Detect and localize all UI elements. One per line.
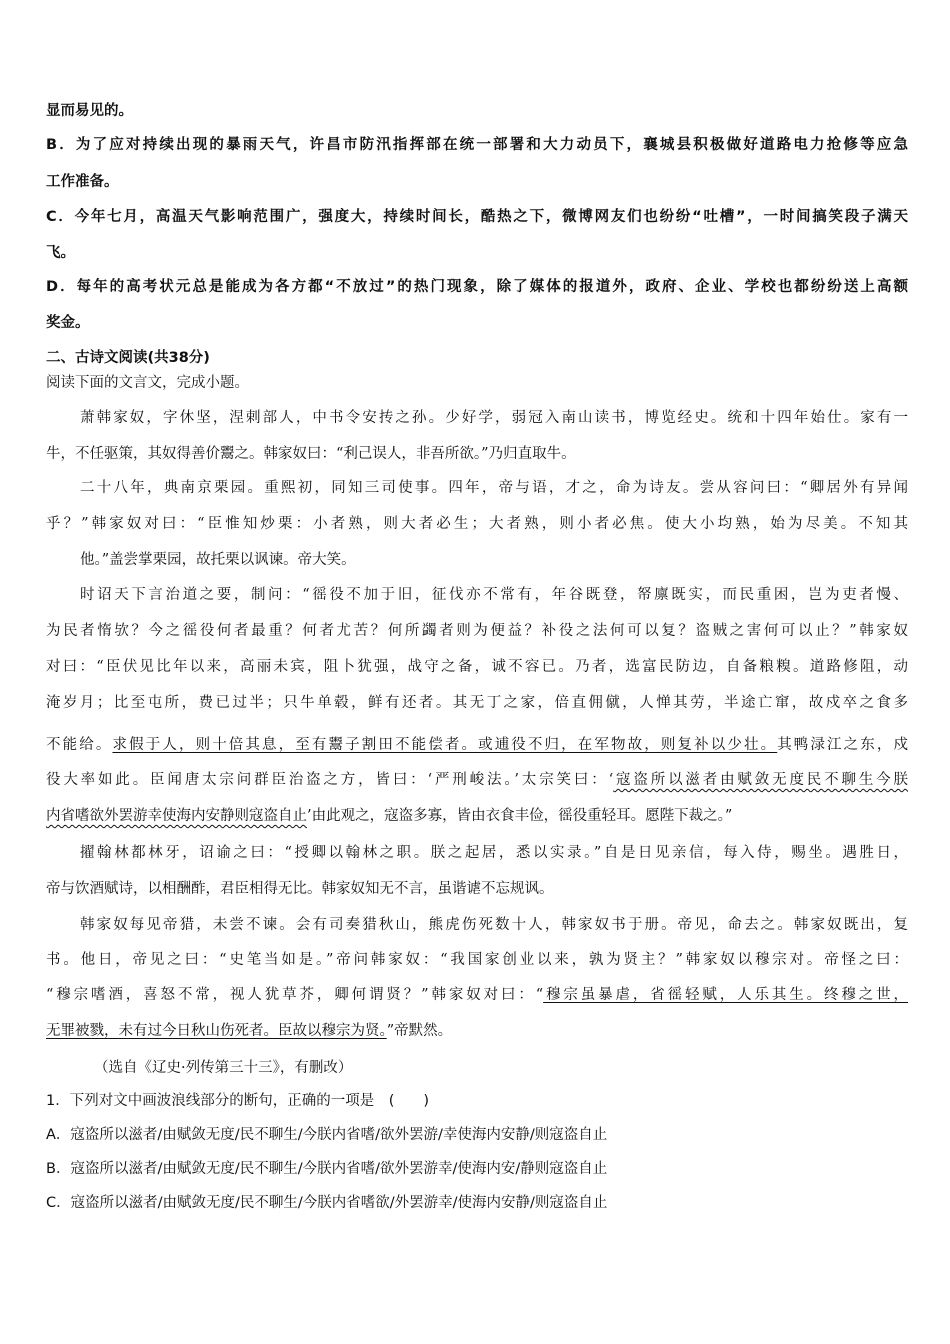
passage-line: 牛，不任驱策，其奴得善价鬻之。韩家奴曰：“利己误人，非吾所欲。”乃归直取牛。	[46, 446, 576, 462]
passage-line: 乎？”韩家奴对曰：“臣惟知炒栗：小者熟，则大者必生；大者熟，则小者必焦。使大小均熟，始为尽美。不知其	[46, 516, 908, 532]
passage-line	[46, 1020, 452, 1042]
passage-text: ’由此观之，寇盗多寡，皆由衣食丰俭，徭役重轻耳。愿陛下裁之。”	[307, 808, 733, 824]
section-instruction: 阅读下面的文言文，完成小题。	[46, 375, 249, 391]
option-d-line-2: 奖金。	[46, 315, 90, 331]
passage-line	[46, 734, 908, 756]
option-d-line-1: D．每年的高考状元总是能成为各方都“不放过”的热门现象，除了媒体的报道外，政府、企业、学校也都纷纷送上高额	[46, 279, 908, 295]
passage-line: 时诏天下言治道之要，制问：“徭役不加于旧，征伐亦不常有，年谷既登，帑廪既实，而民重困，岂为吏者慢、	[80, 587, 908, 603]
wavy-underline-segment: 内省嗜欲外罢游幸使海内安静则寇盗自止	[46, 808, 307, 824]
passage-line: 帝与饮酒赋诗，以相酬酢，君臣相得无比。韩家奴知无不言，虽谐谑不忘规讽。	[46, 881, 554, 897]
question-1-stem: 1．下列对文中画波浪线部分的断句，正确的一项是 ( )	[46, 1093, 430, 1109]
underlined-translation-sentence: 求假于人，则十倍其息，至有鬻子割田不能偿者。或逋役不归，在军物故，则复补以少壮。	[112, 737, 778, 753]
passage-line	[46, 769, 908, 791]
option-c-line-1: C．今年七月，高温天气影响范围广，强度大，持续时间长，酷热之下，微博网友们也纷纷“吐槽”，一时间搞笑段子满天	[46, 209, 908, 225]
option-c-line-2: 飞。	[46, 245, 75, 261]
passage-line: 对曰：“臣伏见比年以来，高丽未宾，阻卜犹强，战守之备，诚不容已。乃者，选富民防边，自备粮糗。道路修阻，动	[46, 659, 908, 675]
underlined-translation-sentence: 穆宗虽暴虐，省徭轻赋，人乐其生。终穆之世，	[543, 987, 908, 1003]
passage-line: 淹岁月；比至屯所，费已过半；只牛单毂，鲜有还者。其无丁之家，倍直佣僦，人惮其劳，半途亡窜，故戍卒之食多	[46, 695, 908, 711]
question-1-option-a: A．寇盗所以滋者/由赋敛无度/民不聊生/今朕内省嗜/欲外罢游/幸使海内安静/则寇盗自止	[46, 1127, 608, 1143]
passage-text: 其鸭渌江之东，戍	[777, 737, 909, 753]
passage-text: ”帝默然。	[386, 1023, 453, 1039]
passage-text: 役大率如此。臣闻唐太宗问群臣治盗之方，皆曰：‘严刑峻法。’太宗笑曰：‘	[46, 772, 614, 788]
passage-line: 为民者惰欤？今之徭役何者最重？何者尤苦？何所蠲者则为便益？补役之法何可以复？盗贼之害何可以止？”韩家奴	[46, 623, 908, 639]
option-b-line-1: B．为了应对持续出现的暴雨天气，许昌市防汛指挥部在统一部署和大力动员下，襄城县积极做好道路电力抢修等应急	[46, 137, 908, 153]
question-1-option-b: B．寇盗所以滋者/由赋敛无度/民不聊生/今朕内省嗜/欲外罢游幸/使海内安/静则寇盗自止	[46, 1161, 608, 1177]
passage-line: 萧韩家奴，字休坚，涅剌部人，中书令安抟之孙。少好学，弱冠入南山读书，博览经史。统和十四年始仕。家有一	[80, 410, 908, 426]
passage-line: 擢翰林都林牙，诏谕之曰：“授卿以翰林之职。朕之起居，悉以实录。”自是日见亲信，每入侍，赐坐。遇胜日，	[80, 845, 908, 861]
passage-line: 书。他日，帝见之曰：“史笔当如是。”帝问韩家奴：“我国家创业以来，孰为贤主？”韩家奴以穆宗对。帝怪之曰：	[46, 952, 908, 968]
passage-line: 二十八年，典南京栗园。重熙初，同知三司使事。四年，帝与语，才之，命为诗友。尝从容问曰：“卿居外有异闻	[80, 480, 908, 496]
section-title: 二、古诗文阅读(共38分)	[46, 350, 210, 366]
passage-line: 韩家奴每见帝猎，未尝不谏。会有司奏猎秋山，熊虎伤死数十人，韩家奴书于册。帝见，命去之。韩家奴既出，复	[80, 917, 908, 933]
prev-question-line: 显而易见的。	[46, 103, 133, 119]
passage-line	[46, 984, 908, 1006]
passage-text: “穆宗嗜酒，喜怒不常，视人犹草芥，卿何谓贤？”韩家奴对曰：“	[46, 987, 544, 1003]
underlined-translation-sentence: 无罪被戮，未有过今日秋山伤死者。臣故以穆宗为贤。	[46, 1023, 387, 1039]
option-b-line-2: 工作准备。	[46, 174, 119, 190]
passage-line	[46, 805, 732, 827]
wavy-underline-segment: 寇盗所以滋者由赋敛无度民不聊生今朕	[613, 772, 909, 788]
passage-text: 不能给。	[46, 737, 113, 753]
passage-line: 他。”盖尝掌栗园，故托栗以讽谏。帝大笑。	[80, 552, 356, 568]
passage-source: （选自《辽史·列传第三十三》，有删改）	[94, 1060, 353, 1076]
question-1-option-c: C．寇盗所以滋者/由赋敛无度/民不聊生/今朕内省嗜欲/外罢游幸/使海内安静/则寇盗自止	[46, 1195, 608, 1211]
